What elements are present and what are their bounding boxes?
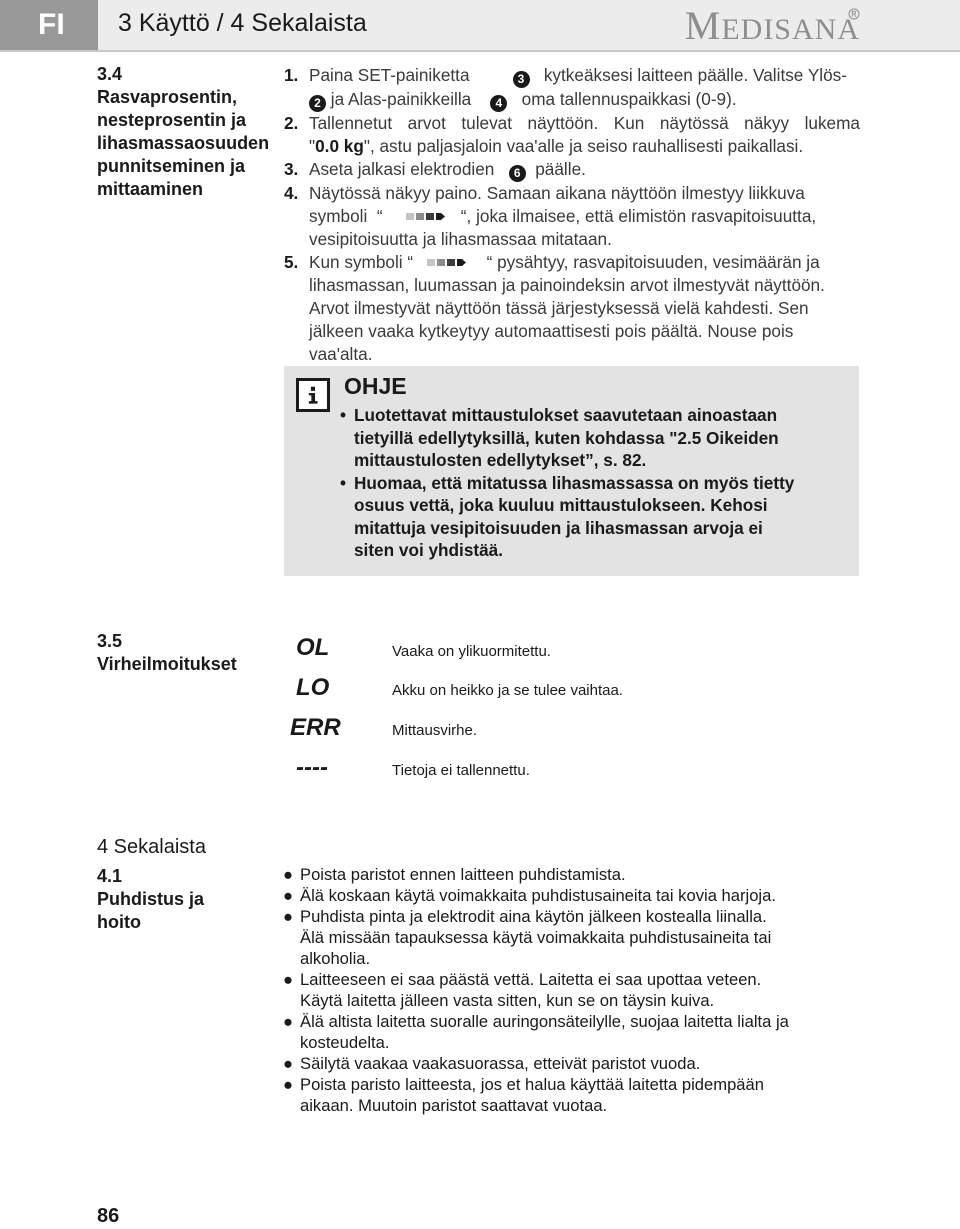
care-line: Säilytä vaakaa vaakasuorassa, etteivät paristot vuoda. — [300, 1054, 701, 1073]
step-number: 3. — [284, 159, 299, 179]
error-code: LO — [296, 674, 330, 701]
section-4-title: 4 Sekalaista — [97, 836, 206, 858]
step-line: vaa'alta. — [309, 344, 373, 364]
step-number: 2. — [284, 113, 299, 133]
step-3 — [284, 158, 860, 182]
heading-line: Virheilmoitukset — [97, 654, 237, 674]
bullet: • — [340, 405, 347, 425]
step-text: pysähtyy, rasvapitoisuuden, vesimäärän ja — [497, 252, 820, 272]
heading-line: Rasvaprosentin, — [97, 87, 238, 107]
page-number: 86 — [97, 1205, 120, 1227]
step-number: 4. — [284, 183, 299, 203]
bullet: • — [340, 472, 347, 493]
step-line — [309, 158, 860, 182]
bullet: ● — [283, 1012, 294, 1031]
step-line — [309, 205, 860, 228]
step-line — [309, 135, 860, 158]
step-line: Näytössä näkyy paino. Samaan aikana näyttöön ilmestyy liikkuva — [309, 183, 805, 203]
error-description: Vaaka on ylikuormitettu. — [392, 643, 551, 660]
key-2-badge: 2 — [309, 95, 326, 112]
care-line: Poista paristo laitteesta, jos et halua käyttää laitetta pidempään — [300, 1075, 764, 1094]
care-item — [283, 1074, 863, 1116]
error-code: OL — [296, 634, 330, 661]
step-line: vesipitoisuutta ja lihasmassaa mitataan. — [309, 229, 612, 249]
care-item — [283, 906, 863, 969]
note-line: mitattuja vesipitoisuuden ja lihasmassan arvoja ei — [354, 517, 763, 538]
page-header — [0, 0, 960, 52]
heading-line: nesteprosentin ja — [97, 110, 247, 130]
step-4 — [284, 182, 860, 251]
step-line — [309, 88, 860, 112]
bullet: ● — [283, 907, 294, 926]
step-text: ", astu paljasjaloin vaa'alle ja seiso rauhallisesti paikallasi. — [363, 136, 804, 156]
logo-letter-m: M — [684, 3, 722, 48]
note-list — [340, 404, 845, 562]
heading-line: 4.1 — [97, 866, 123, 886]
moving-segments-symbol — [406, 210, 446, 223]
care-line: alkoholia. — [300, 949, 371, 968]
step-text: Aseta jalkasi elektrodien — [309, 159, 495, 179]
quote-mark: “ — [376, 206, 383, 226]
key-6-badge: 6 — [509, 165, 526, 182]
care-line: Älä altista laitetta suoralle auringonsäteilylle, suojaa laitetta lialta ja — [300, 1012, 789, 1031]
quote-mark: “ — [460, 206, 467, 226]
bullet: ● — [283, 970, 294, 989]
error-description: Mittausvirhe. — [392, 722, 478, 739]
step-text: ja Alas-painikkeilla — [330, 89, 472, 109]
care-item — [283, 1011, 863, 1053]
step-text: kytkeäksesi laitteen päälle. Valitse Ylös- — [543, 65, 847, 85]
note-box — [284, 366, 859, 576]
care-item — [283, 1053, 863, 1074]
note-line: Huomaa, että mitatussa lihasmassassa on myös tietty — [354, 472, 795, 493]
heading-line: 3.5 — [97, 631, 123, 651]
quote-mark: “ — [407, 252, 414, 272]
display-reading: 0.0 kg — [315, 136, 364, 156]
care-line: Poista paristot ennen laitteen puhdistamista. — [300, 865, 626, 884]
bullet: ● — [283, 1054, 294, 1073]
heading-line: Puhdistus ja — [97, 889, 205, 909]
step-text: Paina SET-painiketta — [309, 65, 470, 85]
note-line: mittaustulosten edellytykset”, s. 82. — [354, 450, 647, 470]
care-line: Käytä laitetta jälleen vasta sitten, kun se on täysin kuiva. — [300, 991, 715, 1010]
key-4-badge: 4 — [490, 95, 507, 112]
note-line: tietyillä edellytyksillä, kuten kohdassa "2.5 Oikeiden — [354, 427, 779, 448]
language-tab: FI — [0, 0, 98, 50]
note-line: Luotettavat mittaustulokset saavutetaan ainoastaan — [354, 405, 778, 425]
bullet: ● — [283, 865, 294, 884]
step-line: Tallennetut arvot tulevat näyttöön. Kun näytössä näkyy lukema — [309, 113, 860, 133]
care-line: Älä koskaan käytä voimakkaita puhdistusaineita tai kovia harjoja. — [300, 886, 776, 905]
section-4-1-heading — [97, 865, 204, 934]
care-list — [283, 864, 863, 1116]
key-3-badge: 3 — [513, 71, 530, 88]
step-text: , joka ilmaisee, että elimistön rasvapitoisuutta, — [466, 206, 817, 226]
error-description: Tietoja ei tallennettu. — [392, 762, 530, 779]
heading-line: hoito — [97, 912, 141, 932]
care-line: kosteudelta. — [300, 1033, 390, 1052]
note-item — [340, 472, 845, 562]
heading-line: 3.4 — [97, 64, 123, 84]
bullet: ● — [283, 1075, 294, 1094]
step-line: lihasmassan, luumassan ja painoindeksin arvot ilmestyvät näyttöön. — [309, 275, 825, 295]
step-text: symboli — [309, 206, 368, 226]
care-item — [283, 885, 863, 906]
bullet: ● — [283, 886, 294, 905]
section-3-5-heading — [97, 630, 237, 676]
step-text: oma tallennuspaikkasi (0-9). — [521, 89, 737, 109]
error-code: ERR — [290, 714, 341, 741]
note-line: siten voi yhdistää. — [354, 540, 504, 560]
step-line: jälkeen vaaka kytkeytyy automaattisesti pois päältä. Nouse pois — [309, 321, 794, 341]
step-line: Arvot ilmestyvät näyttöön tässä järjestyksessä vielä kahdesti. Sen — [309, 298, 809, 318]
step-number: 1. — [284, 65, 299, 85]
care-line: Puhdista pinta ja elektrodit aina käytön jälkeen kostealla liinalla. — [300, 907, 767, 926]
measurement-steps — [284, 64, 860, 366]
quote-mark: " — [309, 136, 316, 156]
step-line — [309, 64, 860, 88]
moving-segments-symbol — [427, 256, 467, 269]
error-code: ---- — [296, 754, 328, 781]
care-line: aikaan. Muutoin paristot saattavat vuotaa. — [300, 1096, 608, 1115]
heading-line: punnitseminen ja — [97, 156, 246, 176]
registered-mark-icon — [848, 8, 860, 20]
error-description: Akku on heikko ja se tulee vaihtaa. — [392, 682, 623, 699]
care-item — [283, 864, 863, 885]
step-5 — [284, 251, 860, 366]
care-line: Laitteeseen ei saa päästä vettä. Laitetta ei saa upottaa veteen. — [300, 970, 762, 989]
note-item — [340, 404, 845, 472]
care-item — [283, 969, 863, 1011]
note-line: osuus vettä, joka kuuluu mittaustulokseen. Kehosi — [354, 495, 768, 515]
info-icon — [296, 378, 330, 412]
step-number: 5. — [284, 252, 299, 272]
step-text: päälle. — [535, 159, 586, 179]
care-line: Älä missään tapauksessa käytä voimakkaita puhdistusaineita tai — [300, 928, 772, 947]
logo-letters: EDISANA — [721, 13, 860, 46]
quote-mark: “ — [486, 252, 493, 272]
section-3-4-heading — [97, 63, 269, 201]
step-text: Kun symboli — [309, 252, 403, 272]
step-2 — [284, 112, 860, 158]
heading-line: mittaaminen — [97, 179, 204, 199]
step-1 — [284, 64, 860, 112]
brand-logo — [685, 2, 860, 49]
step-line — [309, 251, 860, 274]
heading-line: lihasmassaosuuden — [97, 133, 270, 153]
chapter-title: 3 Käyttö / 4 Sekalaista — [118, 9, 367, 37]
note-title: OHJE — [344, 373, 407, 399]
